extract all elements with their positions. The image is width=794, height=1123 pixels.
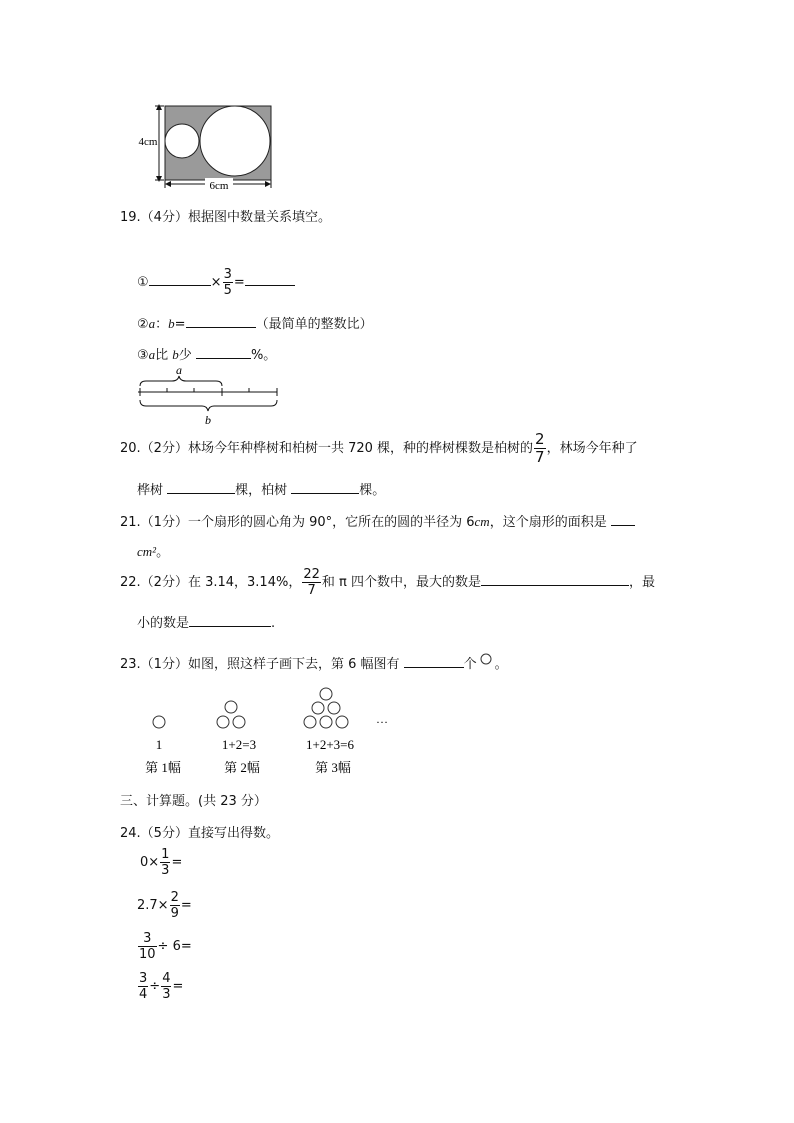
label-b: b [205, 413, 211, 427]
q20-blank-birch[interactable] [167, 480, 235, 494]
q22-blank-max[interactable] [481, 572, 629, 586]
q19-marker-2: ② [137, 317, 149, 332]
q22-blank-min[interactable] [189, 613, 271, 627]
q19-header: 19.（4分）根据图中数量关系填空。 [120, 210, 331, 225]
q21-blank[interactable] [611, 512, 635, 526]
q20-blank-cypress[interactable] [291, 480, 359, 494]
q24-item-2: 2.7× $\frac{2}{9}$ = [137, 890, 192, 921]
circle-icon [479, 653, 493, 667]
rectangle-circles-figure [130, 100, 280, 192]
q19-line2: ②a：b= （最简单的整数比） [137, 316, 373, 332]
q19-blank-1a[interactable] [149, 272, 211, 286]
pattern3-caption: 第 3幅 [315, 760, 351, 775]
q19-marker-3: ③ [137, 348, 149, 363]
q24-item-3: $\frac{3}{10}$ ÷ 6= [139, 931, 192, 962]
label-a: a [176, 363, 182, 377]
q21-line1: 21.（1分）一个扇形的圆心角为 90°，它所在的圆的半径为 6cm，这个扇形的面积是 [120, 511, 635, 530]
q19-blank-3[interactable] [196, 345, 251, 359]
q22-line1: 22.（2分）在 3.14，3.14%， $\frac{22}{7}$ 和 π 四个数中，最大的数是 ，最 [120, 567, 655, 598]
segment-brace-figure [132, 362, 282, 430]
q20-line2: 桦树 棵，柏树 棵。 [137, 479, 385, 498]
section-title: 三、计算题。(共 23 分） [120, 794, 267, 809]
fraction-3-5: $\frac{3}{5}$ [223, 267, 232, 298]
q20-line1: 20.（2分）林场今年种桦树和柏树一共 720 棵，种的桦树棵数是柏树的 $\frac{2}{7}$ ，林场今年种了 [120, 430, 638, 466]
circle-pattern-figure [130, 683, 400, 778]
q23-line: 23.（1分）如图，照这样子画下去，第 6 幅图有 个 。 [120, 653, 508, 672]
pattern2-caption: 第 2幅 [224, 760, 260, 775]
fraction-2-7: $\frac{2}{7}$ [535, 430, 545, 466]
pattern3-circle [328, 702, 340, 714]
q23-blank[interactable] [404, 654, 464, 668]
fraction-22-7: $\frac{22}{7}$ [303, 567, 320, 598]
pattern3-sum: 1+2+3=6 [306, 737, 354, 752]
pattern1-caption: 第 1幅 [145, 760, 181, 775]
q19-marker-1: ① [137, 275, 149, 290]
q19-line3: ③a比 b少 %。 [137, 347, 277, 363]
q24-item-4: $\frac{3}{4}$ ÷ $\frac{4}{3}$ = [139, 971, 184, 1002]
pattern1-circle [153, 716, 165, 728]
pattern2-sum: 1+2=3 [221, 737, 257, 752]
pattern1-sum: 1 [155, 737, 163, 752]
q21-line2: cm²。 [137, 544, 170, 560]
pattern2-circle [233, 716, 245, 728]
q22-line2: 小的数是 . [137, 612, 275, 631]
q19-blank-2[interactable] [186, 314, 256, 328]
q24-header: 24.（5分）直接写出得数。 [120, 826, 279, 841]
times-sign: × [210, 275, 222, 290]
width-label: 6cm [209, 180, 229, 192]
q19-blank-1b[interactable] [245, 272, 295, 286]
pattern3-circle [304, 716, 316, 728]
pattern3-circle [312, 702, 324, 714]
pattern3-circle [336, 716, 348, 728]
pattern3-circle [320, 716, 332, 728]
q19-line1 [137, 268, 295, 297]
q24-item-1: 0× $\frac{1}{3}$ = [140, 847, 183, 878]
pattern2-circle [225, 701, 237, 713]
height-label: 4cm [138, 136, 158, 148]
equals-sign: = [233, 275, 245, 290]
ellipsis: … [376, 712, 388, 726]
pattern2-circle [217, 716, 229, 728]
pattern3-circle [320, 688, 332, 700]
